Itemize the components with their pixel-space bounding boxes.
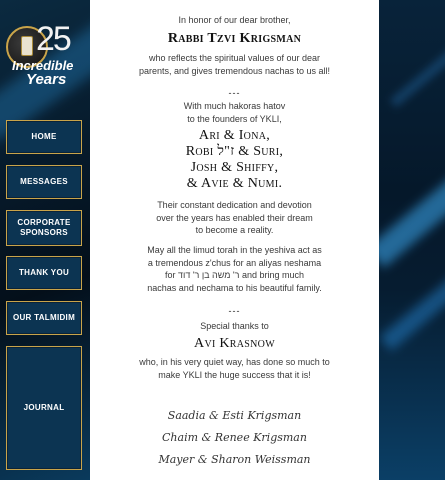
logo-word-incredible: Incredible [12,58,74,73]
nav-thank-you-button[interactable]: THANK YOU [6,256,82,290]
avi-text-1: who, in his very quiet way, has done so much to [139,357,330,367]
limud-text-2: a tremendous z'chus for an aliyas neshama [147,257,322,268]
nav-our-talmidim-button[interactable]: OUR TALMIDIM [6,301,82,335]
logo[interactable] [6,20,86,98]
nav-messages-button[interactable]: MESSAGES [6,165,82,199]
sidebar [0,0,90,480]
dedication-text-2: over the years has enabled their dream [156,212,313,223]
special-thanks-text: Special thanks to [200,321,269,331]
nav-sponsors-label-2: SPONSORS [20,228,68,237]
hakoros-text-2: to the founders of YKLI, [187,113,282,124]
logo-word-years: Years [26,71,67,88]
journal-page [90,0,379,480]
intro-text: In honor of our dear brother, [178,15,291,25]
honoree-text-1: who reflects the spiritual values of our dear [148,53,321,63]
limud-text-3: for ר' משה בן ר' דוד and bring much [164,270,305,280]
separator: --- [228,306,241,316]
avi-text-2: make YKLI the huge success that it is! [158,369,311,380]
nav-home-button[interactable]: HOME [6,120,82,154]
logo-number: 25 [36,20,70,58]
founders-line-4: & Avie & Numi. [186,176,283,191]
signature: Chaim & Renee Krigsman [162,431,307,444]
signature: Saadia & Esti Krigsman [167,409,302,422]
dedication-text-3: to become a reality. [195,225,274,235]
dedication-text-1: Their constant dedication and devotion [157,200,312,210]
limud-text-1: May all the limud torah in the yeshiva act as [147,245,322,255]
founders-line-2: Robi ז"ל & Suri, [185,144,284,159]
right-decoration [379,0,445,480]
limud-text-4: nachas and nechama to his beautiful family. [147,282,322,293]
avi-name: Avi Krasnow [194,336,275,351]
founders-line-3: Josh & Shiffy, [190,160,279,175]
separator: --- [228,88,241,98]
hakoros-text-1: With much hakoras hatov [183,101,286,111]
nav-journal-button[interactable]: JOURNAL [6,346,82,470]
signature: Mayer & Sharon Weissman [158,453,311,466]
nav-corporate-sponsors-button[interactable] [6,210,82,246]
nav-sponsors-label-1: CORPORATE [17,218,71,227]
founders-line-1: Ari & Iona, [198,128,271,143]
honoree-text-2: parents, and gives tremendous nachas to us all! [138,65,331,76]
honoree-name: Rabbi Tzvi Krigsman [167,31,302,46]
